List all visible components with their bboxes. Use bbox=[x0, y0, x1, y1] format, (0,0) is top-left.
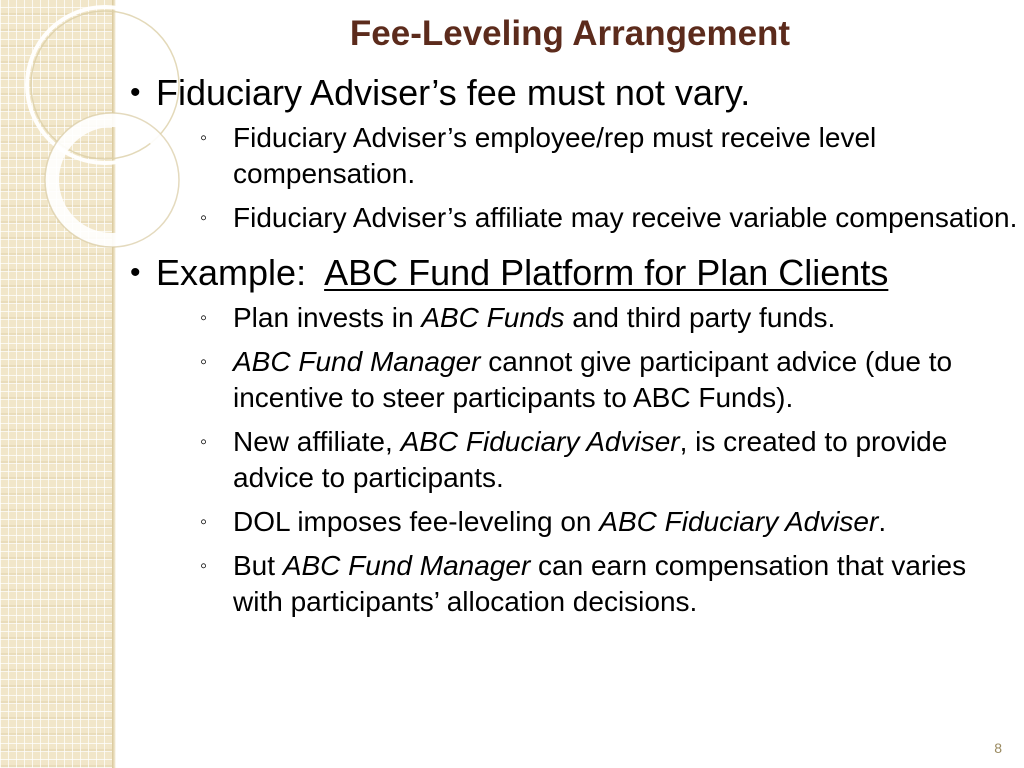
ring-bullet-icon: ◦ bbox=[200, 431, 208, 453]
sub-bullet-item bbox=[156, 120, 1020, 192]
bullet-dot-icon: • bbox=[130, 76, 141, 109]
ring-bullet-icon: ◦ bbox=[200, 307, 208, 329]
ring-bullet-icon: ◦ bbox=[200, 351, 208, 373]
sub-text-italic: ABC Funds bbox=[421, 302, 565, 333]
sub-text-italic: ABC Fiduciary Adviser bbox=[599, 506, 879, 537]
ring-bullet-icon: ◦ bbox=[200, 127, 208, 149]
ring-bullet-icon: ◦ bbox=[200, 207, 208, 229]
bullet-item bbox=[120, 70, 1020, 236]
sub-bullet-item bbox=[156, 344, 1020, 416]
sub-text: DOL imposes fee-leveling on bbox=[233, 506, 600, 537]
sub-text: New affiliate, bbox=[233, 426, 401, 457]
sub-text-italic: ABC Fiduciary Adviser bbox=[400, 426, 680, 457]
slide-title: Fee-Leveling Arrangement bbox=[349, 14, 791, 53]
bullet-text: Fiduciary Adviser’s fee must not vary. bbox=[156, 72, 751, 113]
sub-bullet-item bbox=[156, 548, 1020, 620]
ring-bullet-icon: ◦ bbox=[200, 511, 208, 533]
sub-bullet-text: Fiduciary Adviser’s employee/rep must receive level compensation. bbox=[233, 122, 877, 189]
sub-text: . bbox=[878, 506, 887, 537]
ring-bullet-icon: ◦ bbox=[200, 555, 208, 577]
sub-bullet-text: Fiduciary Adviser’s affiliate may receive variable compensation. bbox=[233, 202, 1018, 233]
sub-text-italic: ABC Fund Manager bbox=[282, 550, 531, 581]
sub-text-italic: ABC Fund Manager bbox=[233, 346, 481, 377]
bullet-text: Example: bbox=[156, 252, 325, 293]
page-number: 8 bbox=[994, 740, 1002, 756]
sub-bullet-item bbox=[156, 504, 1020, 540]
sub-bullet-list bbox=[156, 300, 1020, 620]
bullet-list bbox=[120, 70, 1020, 628]
sub-text: can earn compensation that varies with participants’ allocation decisions. bbox=[233, 550, 967, 617]
sub-bullet-item bbox=[156, 424, 1020, 496]
sub-bullet-list bbox=[156, 120, 1020, 236]
sub-bullet-item bbox=[156, 200, 1020, 236]
sub-text: and third party funds. bbox=[564, 302, 836, 333]
sub-text: cannot give participant advice (due to incentive to steer participants to ABC Funds). bbox=[233, 346, 953, 413]
sub-text: , is created to provide advice to participants. bbox=[233, 426, 948, 493]
bullet-dot-icon: • bbox=[130, 256, 141, 289]
decorative-rings-graphic bbox=[0, 0, 140, 300]
bullet-item bbox=[120, 250, 1020, 620]
example-heading: ABC Fund Platform for Plan Clients bbox=[324, 252, 889, 293]
sub-text: But bbox=[233, 550, 283, 581]
sub-text: Plan invests in bbox=[233, 302, 422, 333]
sub-bullet-item bbox=[156, 300, 1020, 336]
